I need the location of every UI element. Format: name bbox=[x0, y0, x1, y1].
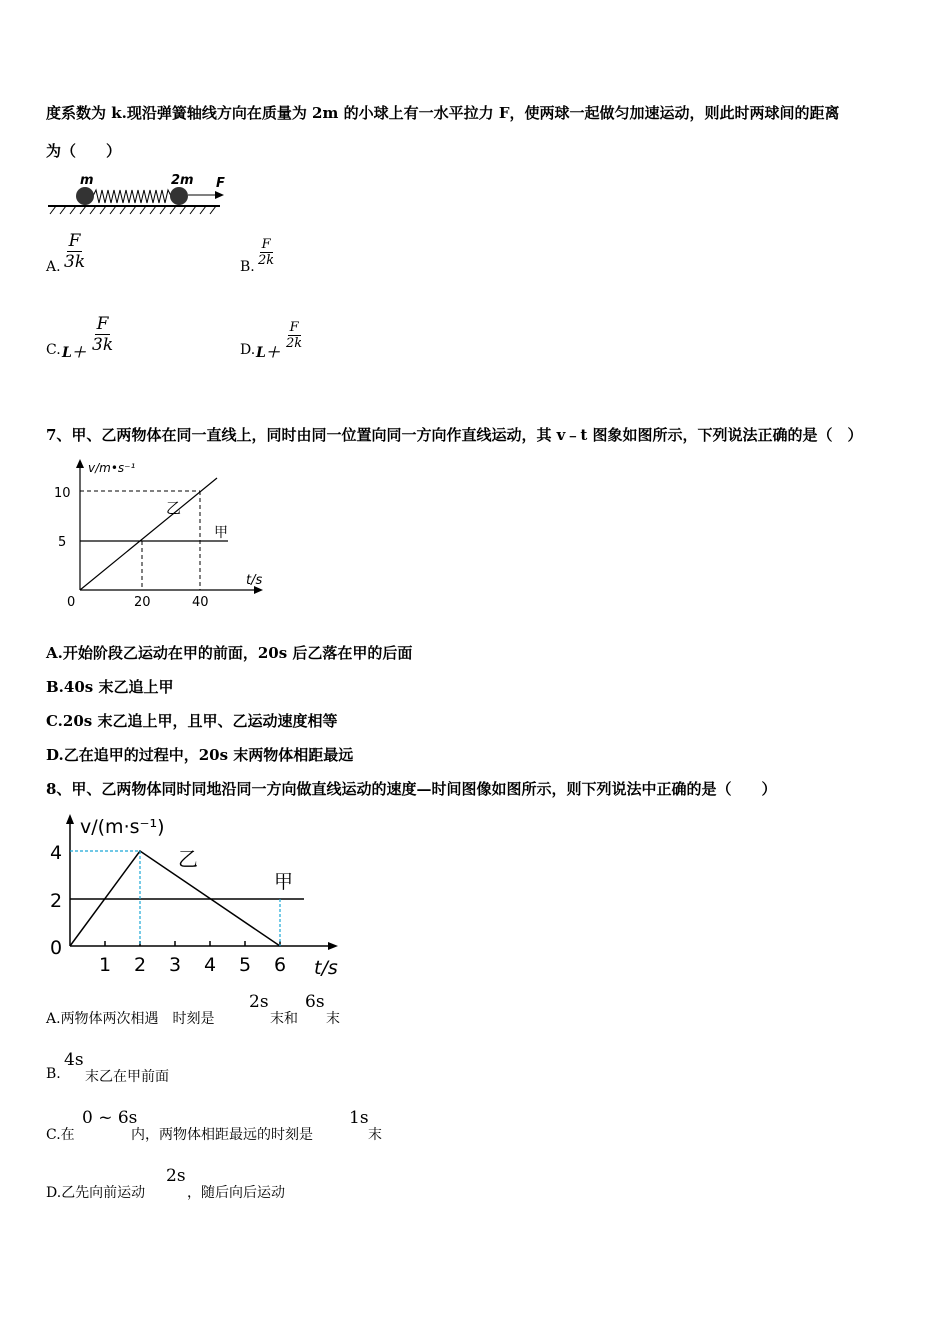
line-yi bbox=[80, 478, 217, 590]
fraction-numerator: F bbox=[96, 314, 109, 334]
x-tick-3: 3 bbox=[169, 954, 182, 976]
spring bbox=[93, 190, 171, 203]
label-m: m bbox=[80, 173, 94, 188]
q6-option-c-label: C. bbox=[46, 342, 61, 358]
q6-spring-figure bbox=[44, 168, 244, 218]
q7-stem: 7、甲、乙两物体在同一直线上，同时由同一位置向同一方向作直线运动，其 v﹣t 图象如图所示，下列说法正确的是（ ） bbox=[46, 426, 863, 444]
label-jia: 甲 bbox=[214, 525, 228, 541]
q8-vt-graph bbox=[40, 808, 350, 980]
fraction-denominator: 2k bbox=[286, 336, 303, 352]
q8-option-a-text-2: 末和 bbox=[270, 1011, 298, 1027]
y-tick-5: 5 bbox=[58, 535, 67, 550]
fraction-numerator: F bbox=[261, 237, 271, 252]
y-tick-10: 10 bbox=[54, 486, 71, 501]
x-tick-5: 5 bbox=[239, 954, 252, 976]
x-axis-label: t/s bbox=[314, 957, 338, 979]
label-2m: 2m bbox=[171, 173, 194, 188]
q7-option-c: C.20s 末乙追上甲，且甲、乙运动速度相等 bbox=[46, 712, 338, 730]
force-arrowhead bbox=[215, 191, 224, 199]
label-jia: 甲 bbox=[274, 871, 294, 893]
x-tick-20: 20 bbox=[134, 595, 151, 610]
q8-option-c-text-2: 内，两物体相距最远的时刻是 bbox=[131, 1127, 313, 1143]
x-tick-40: 40 bbox=[192, 595, 209, 610]
origin-label: 0 bbox=[67, 595, 76, 610]
fraction-denominator: 2k bbox=[258, 253, 275, 269]
option-label: A. bbox=[46, 1011, 61, 1027]
x-tick-4: 4 bbox=[204, 954, 217, 976]
fraction-denominator: 3k bbox=[64, 251, 86, 272]
y-axis-label: v/(m·s⁻¹) bbox=[80, 816, 165, 838]
q6-option-a-label: A. bbox=[46, 259, 61, 275]
y-tick-0: 0 bbox=[50, 937, 63, 959]
q6-stem-line1: 度系数为 k.现沿弹簧轴线方向在质量为 2m 的小球上有一水平拉力 F，使两球一起做匀加速运动，则此时两球间的距离 bbox=[46, 104, 840, 122]
x-tick-6: 6 bbox=[274, 954, 287, 976]
q6-option-d-prefix: L＋ bbox=[256, 345, 280, 361]
q7-option-d: D.乙在追甲的过程中，20s 末两物体相距最远 bbox=[46, 746, 354, 764]
q7-vt-graph bbox=[44, 454, 284, 614]
y-axis-label: v/m•s⁻¹ bbox=[88, 461, 136, 475]
q8-option-c-text-3: 末 bbox=[368, 1127, 382, 1143]
fraction-numerator: F bbox=[289, 320, 299, 335]
q6-option-c-prefix: L＋ bbox=[62, 345, 86, 361]
q6-option-b-fraction bbox=[258, 238, 274, 269]
x-tick-1: 1 bbox=[99, 954, 112, 976]
q8-option-d-text-2: ，随后向后运动 bbox=[187, 1185, 285, 1201]
ball-2m bbox=[170, 187, 188, 205]
q8-stem: 8、甲、乙两物体同时同地沿同一方向做直线运动的速度—时间图像如图所示，则下列说法中正确的是（ ） bbox=[46, 780, 777, 798]
q6-option-d-label: D. bbox=[240, 342, 256, 358]
q8-option-b-text: 末乙在甲前面 bbox=[85, 1069, 169, 1085]
q8-option-a-text-3: 末 bbox=[326, 1011, 340, 1027]
q8-option-a bbox=[46, 1008, 215, 1028]
fraction-denominator: 3k bbox=[92, 334, 114, 355]
label-yi: 乙 bbox=[178, 847, 198, 871]
x-axis-arrow bbox=[328, 942, 338, 950]
q7-option-b: B.40s 末乙追上甲 bbox=[46, 678, 174, 696]
option-label: D. bbox=[46, 1185, 62, 1201]
q8-option-c-time: 1s bbox=[349, 1108, 369, 1128]
x-tick-2: 2 bbox=[134, 954, 147, 976]
ball-m bbox=[76, 187, 94, 205]
q6-option-a-fraction bbox=[64, 232, 85, 272]
q6-option-b-label: B. bbox=[240, 259, 255, 275]
q6-stem-line2: 为（ ） bbox=[46, 142, 122, 160]
y-tick-2: 2 bbox=[50, 890, 63, 912]
option-text: 乙先向前运动 bbox=[61, 1185, 146, 1201]
q8-option-b-time: 4s bbox=[64, 1050, 84, 1070]
fraction-numerator: F bbox=[68, 231, 81, 251]
y-tick-4: 4 bbox=[50, 842, 63, 864]
q8-option-b-label: B. bbox=[46, 1066, 61, 1082]
y-axis-arrow bbox=[66, 814, 74, 824]
label-F: F bbox=[216, 176, 225, 191]
x-axis-label: t/s bbox=[246, 573, 263, 588]
label-yi: 乙 bbox=[166, 499, 182, 517]
q8-option-d-time: 2s bbox=[166, 1166, 186, 1186]
q8-option-a-time-1: 2s bbox=[249, 992, 269, 1012]
q8-option-a-time-2: 6s bbox=[305, 992, 325, 1012]
option-text: 在 bbox=[60, 1127, 75, 1143]
q8-option-c-interval: 0 ~ 6s bbox=[82, 1108, 138, 1128]
q8-option-d bbox=[46, 1182, 145, 1202]
q6-option-d-fraction bbox=[286, 321, 302, 352]
y-axis-arrow bbox=[76, 459, 84, 468]
q6-option-c-fraction bbox=[92, 315, 113, 355]
q8-option-c bbox=[46, 1124, 75, 1144]
option-text: 两物体两次相遇 时刻是 bbox=[60, 1011, 215, 1027]
q7-option-a: A.开始阶段乙运动在甲的前面，20s 后乙落在甲的后面 bbox=[46, 644, 413, 662]
ground-hatch bbox=[50, 206, 216, 214]
option-label: C. bbox=[46, 1127, 61, 1143]
